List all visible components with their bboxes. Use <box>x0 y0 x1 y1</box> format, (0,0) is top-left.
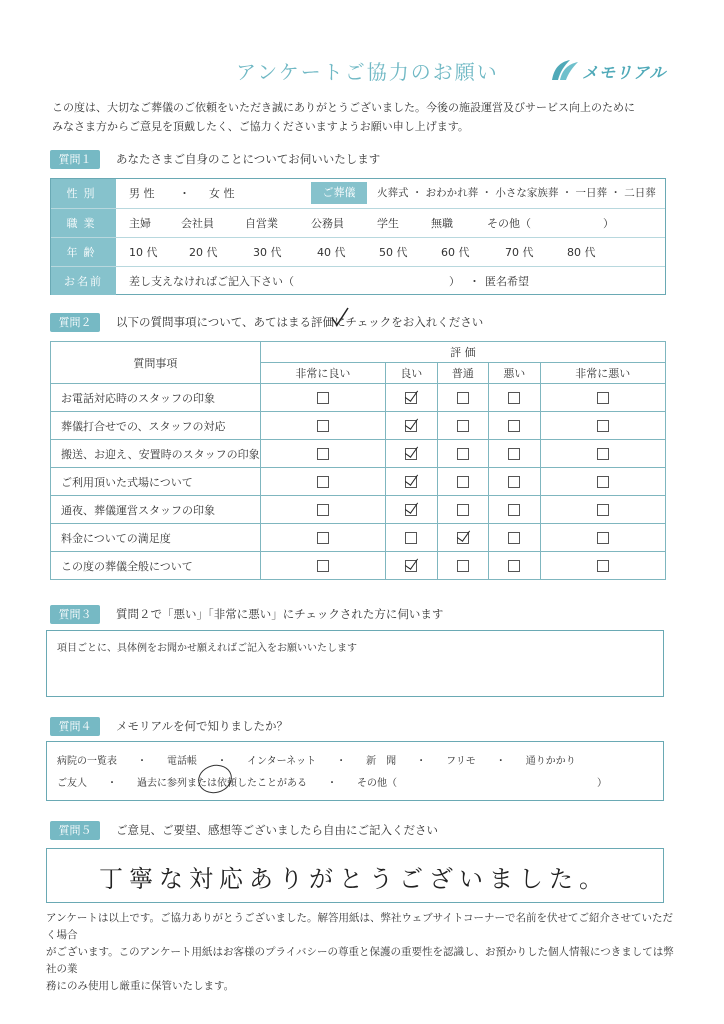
checkbox[interactable] <box>317 504 329 516</box>
rating-cell <box>386 524 438 552</box>
checkbox[interactable] <box>597 560 609 572</box>
question-item-label: ご利用頂いた式場について <box>51 468 261 496</box>
footer-line-3: 務にのみ使用し厳重に保管いたします。 <box>46 980 235 992</box>
rating-cell <box>540 496 665 524</box>
checkbox[interactable] <box>457 448 469 460</box>
rating-cell <box>489 524 541 552</box>
rating-cell <box>437 496 489 524</box>
q1-label-name: お名前 <box>51 267 116 295</box>
checkbox[interactable] <box>457 560 469 572</box>
option-age-10[interactable]: 10 代 <box>129 246 158 259</box>
rating-cell <box>260 552 385 580</box>
q5-title: ご意見、ご要望、感想等ございましたら自由にご記入ください <box>116 823 438 837</box>
q1-label-occupation: 職業 <box>51 209 116 237</box>
checked-checkbox[interactable] <box>405 504 417 516</box>
footer-line-2: がございます。このアンケート用紙はお客様のプライバシーの尊重と保護の重要性を認識し、お預かりした個人情報につきましては弊社の業 <box>46 946 674 975</box>
option-age-20[interactable]: 20 代 <box>189 246 218 259</box>
q1-label-funeral-type: ご葬儀 <box>311 182 367 204</box>
separator: ・ <box>469 275 480 288</box>
q4-options-line-2[interactable]: ご友人 ・ 過去に参列または依頼したことがある ・ その他（ ） <box>57 778 607 789</box>
footer-note <box>46 910 676 995</box>
logo-text: メモリアル <box>582 63 667 82</box>
option-male[interactable]: 男 性 <box>129 187 155 200</box>
checkbox[interactable] <box>597 476 609 488</box>
q1-row-age <box>51 237 665 266</box>
table-row <box>51 440 666 468</box>
checkbox[interactable] <box>457 476 469 488</box>
rating-cell <box>386 384 438 412</box>
company-logo <box>548 56 668 84</box>
checkbox[interactable] <box>597 392 609 404</box>
leaf-logo-icon <box>548 56 580 84</box>
col-header-eval: 評 価 <box>260 342 665 363</box>
question-item-label: 搬送、お迎え、安置時のスタッフの印象 <box>51 440 261 468</box>
rating-cell <box>260 412 385 440</box>
rating-cell <box>540 412 665 440</box>
q1-row-gender <box>51 179 665 208</box>
option-unemployed[interactable]: 無職 <box>431 217 453 230</box>
q1-profile-table <box>50 178 666 295</box>
rating-cell <box>489 496 541 524</box>
q1-row-name <box>51 266 665 295</box>
checkbox[interactable] <box>457 392 469 404</box>
rating-cell <box>260 468 385 496</box>
checkbox[interactable] <box>597 504 609 516</box>
rating-cell <box>260 384 385 412</box>
option-company-employee[interactable]: 会社員 <box>181 217 214 230</box>
question-item-label: この度の葬儀全般について <box>51 552 261 580</box>
option-age-70[interactable]: 70 代 <box>505 246 534 259</box>
q2-title: 以下の質問事項について、あてはまる評価にチェックをお入れください <box>116 315 484 329</box>
checkbox[interactable] <box>597 420 609 432</box>
option-other-open[interactable]: その他（ <box>487 217 531 230</box>
checkbox[interactable] <box>317 476 329 488</box>
checkbox[interactable] <box>508 448 520 460</box>
q2-evaluation-table <box>50 341 666 580</box>
rating-cell <box>437 440 489 468</box>
option-age-80[interactable]: 80 代 <box>567 246 596 259</box>
rating-header-0: 非常に良い <box>260 363 385 384</box>
checked-checkbox[interactable] <box>405 476 417 488</box>
funeral-type-options[interactable]: 火葬式 ・ おわかれ葬 ・ 小さな家族葬 ・ 一日葬 ・ 二日葬 <box>377 187 656 199</box>
rating-cell <box>437 552 489 580</box>
checked-checkbox[interactable] <box>405 448 417 460</box>
q3-title: 質問２で「悪い」「非常に悪い」にチェックされた方に伺います <box>116 607 444 621</box>
footer-line-1: アンケートは以上です。ご協力ありがとうございました。解答用紙は、弊社ウェブサイトコーナーで名前を伏せてご紹介させていただく場合 <box>46 912 673 941</box>
checkbox[interactable] <box>508 420 520 432</box>
checked-checkbox[interactable] <box>405 392 417 404</box>
name-prompt[interactable]: 差し支えなければご記入下さい（ <box>129 275 294 288</box>
checkbox[interactable] <box>317 392 329 404</box>
checkbox[interactable] <box>597 532 609 544</box>
option-age-50[interactable]: 50 代 <box>379 246 408 259</box>
rating-cell <box>540 468 665 496</box>
checkbox[interactable] <box>508 504 520 516</box>
option-housewife[interactable]: 主婦 <box>129 217 151 230</box>
rating-cell <box>489 440 541 468</box>
rating-cell <box>489 412 541 440</box>
question-item-label: 葬儀打合せでの、スタッフの対応 <box>51 412 261 440</box>
q3-badge: 質問３ <box>50 605 100 624</box>
separator: ・ <box>179 187 190 200</box>
option-age-40[interactable]: 40 代 <box>317 246 346 259</box>
handwritten-comment: 丁寧な対応ありがとうございました。 <box>99 865 609 893</box>
name-close-paren: ） <box>449 275 460 288</box>
q4-badge: 質問４ <box>50 717 100 736</box>
rating-cell <box>260 524 385 552</box>
q5-badge: 質問５ <box>50 821 100 840</box>
checkbox[interactable] <box>457 504 469 516</box>
question-item-label: 料金についての満足度 <box>51 524 261 552</box>
question-item-label: 通夜、葬儀運営スタッフの印象 <box>51 496 261 524</box>
checkbox[interactable] <box>597 448 609 460</box>
rating-cell <box>540 552 665 580</box>
rating-cell <box>540 524 665 552</box>
rating-cell <box>386 552 438 580</box>
rating-header-1: 良い <box>386 363 438 384</box>
option-female[interactable]: 女 性 <box>209 187 235 200</box>
option-student[interactable]: 学生 <box>377 217 399 230</box>
checkbox[interactable] <box>317 532 329 544</box>
option-age-60[interactable]: 60 代 <box>441 246 470 259</box>
rating-cell <box>386 412 438 440</box>
q3-comment-box[interactable] <box>46 630 664 697</box>
checked-checkbox[interactable] <box>405 560 417 572</box>
checkbox[interactable] <box>317 560 329 572</box>
checked-checkbox[interactable] <box>457 532 469 544</box>
q4-options-line-1[interactable]: 病院の一覧表 ・ 電話帳 ・ インターネット ・ 新 聞 ・ フリモ ・ 通りかかり <box>57 756 576 767</box>
checkbox[interactable] <box>457 420 469 432</box>
q5-comment-box[interactable] <box>46 848 664 903</box>
rating-cell <box>260 440 385 468</box>
option-self-employed[interactable]: 自営業 <box>245 217 278 230</box>
rating-cell <box>437 468 489 496</box>
rating-cell <box>260 496 385 524</box>
rating-header-3: 悪い <box>489 363 541 384</box>
intro-text <box>52 98 672 136</box>
q1-row-occupation <box>51 208 665 237</box>
checkbox[interactable] <box>317 420 329 432</box>
rating-cell <box>540 384 665 412</box>
option-age-30[interactable]: 30 代 <box>253 246 282 259</box>
table-row <box>51 412 666 440</box>
table-row <box>51 496 666 524</box>
rating-cell <box>489 552 541 580</box>
rating-header-2: 普通 <box>437 363 489 384</box>
checked-checkbox[interactable] <box>405 420 417 432</box>
q3-prompt: 項目ごとに、具体例をお聞かせ願えればご記入をお願いいたします <box>57 643 357 654</box>
q1-badge: 質問１ <box>50 150 100 169</box>
q4-source-options <box>46 741 664 801</box>
checkbox[interactable] <box>317 448 329 460</box>
rating-cell <box>386 496 438 524</box>
page-title: アンケートご協力のお願い <box>236 60 499 84</box>
table-row <box>51 468 666 496</box>
rating-cell <box>437 384 489 412</box>
handwritten-check-mark-icon <box>330 306 350 328</box>
rating-cell <box>437 412 489 440</box>
q2-badge: 質問２ <box>50 313 100 332</box>
table-row <box>51 552 666 580</box>
checkbox[interactable] <box>508 560 520 572</box>
q4-title: メモリアルを何で知りましたか？ <box>116 719 289 733</box>
table-row <box>51 524 666 552</box>
col-header-item: 質問事項 <box>51 342 261 384</box>
checkbox[interactable] <box>508 392 520 404</box>
option-civil-servant[interactable]: 公務員 <box>311 217 344 230</box>
checkbox[interactable] <box>508 532 520 544</box>
intro-line-1: この度は、大切なご葬儀のご依頼をいただき誠にありがとうございました。今後の施設運営及びサービス向上のために <box>52 101 635 114</box>
rating-cell <box>540 440 665 468</box>
checkbox[interactable] <box>405 532 417 544</box>
rating-header-4: 非常に悪い <box>540 363 665 384</box>
table-row <box>51 384 666 412</box>
rating-cell <box>437 524 489 552</box>
q1-label-age: 年齢 <box>51 238 116 266</box>
q1-label-gender: 性別 <box>51 179 116 208</box>
rating-cell <box>489 468 541 496</box>
q1-title: あなたさまご自身のことについてお伺いいたします <box>116 152 381 166</box>
rating-cell <box>386 440 438 468</box>
option-anonymous[interactable]: 匿名希望 <box>485 275 529 288</box>
rating-cell <box>386 468 438 496</box>
intro-line-2: みなさま方からご意見を頂戴したく、ご協力くださいますようお願い申し上げます。 <box>52 120 469 133</box>
checkbox[interactable] <box>508 476 520 488</box>
rating-cell <box>489 384 541 412</box>
question-item-label: お電話対応時のスタッフの印象 <box>51 384 261 412</box>
option-other-close: ） <box>603 217 614 230</box>
